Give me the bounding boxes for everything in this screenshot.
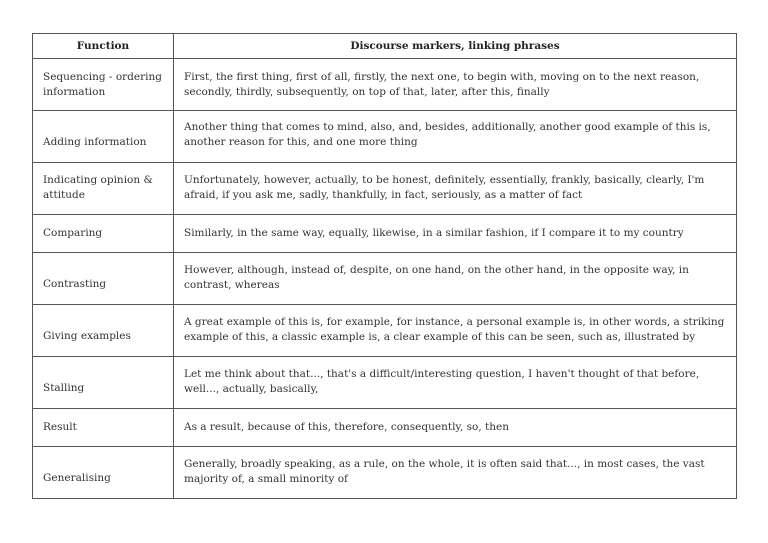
function-cell [33,357,174,409]
markers-cell [174,111,737,163]
function-cell [33,163,174,215]
markers-text: As a result, because of this, therefore, consequently, so, then [184,421,509,433]
markers-text: First, the first thing, first of all, firstly, the next one, to begin with, moving on to the next reason, secondly, thirdly, subsequently, on top of that, later, after this, finally [184,71,700,98]
function-cell [33,447,174,499]
column-header-markers: Discourse markers, linking phrases [174,34,737,59]
discourse-markers-table [32,33,737,499]
function-label: Sequencing - ordering information [43,71,162,98]
function-cell [33,409,174,447]
table-row [33,447,737,499]
function-label: Indicating opinion & attitude [43,174,153,201]
function-cell [33,215,174,253]
markers-text: Generally, broadly speaking, as a rule, on the whole, it is often said that..., in most cases, the vast majority of, a small minority of [184,458,705,485]
function-label: Contrasting [43,278,107,290]
markers-cell [174,253,737,305]
column-header-function: Function [33,34,174,59]
function-label: Comparing [43,227,103,239]
table-row [33,357,737,409]
markers-cell [174,305,737,357]
function-label: Giving examples [43,330,131,342]
table-row [33,215,737,253]
markers-cell [174,357,737,409]
markers-cell [174,59,737,111]
markers-text: Let me think about that..., that's a difficult/interesting question, I haven't thought of that before, well..., actually, basically, [184,368,700,395]
markers-text: A great example of this is, for example, for instance, a personal example is, in other words, a striking example of this, a classic example is, a clear example of this can be seen, such as, illustrated by [184,316,725,343]
table-row [33,59,737,111]
markers-text: Another thing that comes to mind, also, and, besides, additionally, another good example of this is, another reason for this, and one more thing [184,121,711,148]
markers-cell [174,215,737,253]
markers-cell [174,409,737,447]
markers-text: Unfortunately, however, actually, to be honest, definitely, essentially, frankly, basically, clearly, I'm afraid, if you ask me, sadly, thankfully, in fact, seriously, as a matter of fact [184,174,705,201]
function-label: Result [43,421,77,433]
function-cell [33,253,174,305]
function-label: Stalling [43,382,85,394]
function-cell [33,111,174,163]
table-row [33,111,737,163]
function-label: Generalising [43,472,111,484]
table-row [33,163,737,215]
markers-cell [174,163,737,215]
function-cell [33,305,174,357]
table-row [33,409,737,447]
table-row [33,253,737,305]
markers-text: Similarly, in the same way, equally, likewise, in a similar fashion, if I compare it to my country [184,227,684,239]
table-header-row [33,34,737,59]
function-label: Adding information [43,136,147,148]
function-cell [33,59,174,111]
markers-text: However, although, instead of, despite, on one hand, on the other hand, in the opposite way, in contrast, whereas [184,264,689,291]
table-row [33,305,737,357]
markers-cell [174,447,737,499]
document-page [32,33,736,499]
